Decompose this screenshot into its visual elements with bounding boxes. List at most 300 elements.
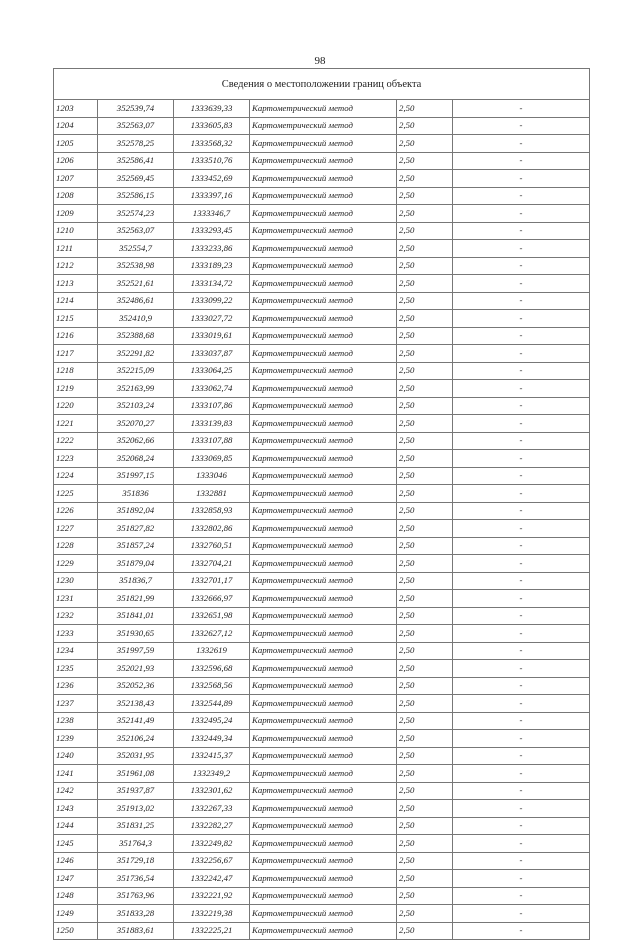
accuracy-cell: 2,50 — [397, 870, 453, 888]
y-coordinate-cell: 1332225,21 — [174, 922, 250, 940]
method-cell: Картометрический метод — [250, 887, 397, 905]
method-cell: Картометрический метод — [250, 100, 397, 118]
method-cell: Картометрический метод — [250, 625, 397, 643]
y-coordinate-cell: 1333397,16 — [174, 187, 250, 205]
y-coordinate-cell: 1332802,86 — [174, 520, 250, 538]
point-number-cell: 1211 — [54, 240, 98, 258]
point-number-cell: 1228 — [54, 537, 98, 555]
x-coordinate-cell: 351961,08 — [98, 765, 174, 783]
x-coordinate-cell: 351736,54 — [98, 870, 174, 888]
x-coordinate-cell: 352138,43 — [98, 695, 174, 713]
point-number-cell: 1212 — [54, 257, 98, 275]
note-cell: - — [453, 800, 590, 818]
note-cell: - — [453, 730, 590, 748]
point-number-cell: 1221 — [54, 415, 98, 433]
note-cell: - — [453, 275, 590, 293]
table-row — [54, 257, 590, 275]
method-cell: Картометрический метод — [250, 187, 397, 205]
x-coordinate-cell: 352486,61 — [98, 292, 174, 310]
point-number-cell: 1247 — [54, 870, 98, 888]
y-coordinate-cell: 1333189,23 — [174, 257, 250, 275]
x-coordinate-cell: 351831,25 — [98, 817, 174, 835]
x-coordinate-cell: 351892,04 — [98, 502, 174, 520]
method-cell: Картометрический метод — [250, 852, 397, 870]
x-coordinate-cell: 351857,24 — [98, 537, 174, 555]
method-cell: Картометрический метод — [250, 362, 397, 380]
table-row — [54, 712, 590, 730]
table-row — [54, 345, 590, 363]
accuracy-cell: 2,50 — [397, 450, 453, 468]
point-number-cell: 1236 — [54, 677, 98, 695]
x-coordinate-cell: 352554,7 — [98, 240, 174, 258]
accuracy-cell: 2,50 — [397, 922, 453, 940]
table-row — [54, 327, 590, 345]
table-row — [54, 677, 590, 695]
x-coordinate-cell: 352569,45 — [98, 170, 174, 188]
table-row — [54, 170, 590, 188]
method-cell: Картометрический метод — [250, 397, 397, 415]
x-coordinate-cell: 351764,3 — [98, 835, 174, 853]
point-number-cell: 1248 — [54, 887, 98, 905]
x-coordinate-cell: 352103,24 — [98, 397, 174, 415]
table-row — [54, 240, 590, 258]
table-row — [54, 765, 590, 783]
point-number-cell: 1230 — [54, 572, 98, 590]
method-cell: Картометрический метод — [250, 292, 397, 310]
note-cell: - — [453, 117, 590, 135]
method-cell: Картометрический метод — [250, 380, 397, 398]
accuracy-cell: 2,50 — [397, 397, 453, 415]
accuracy-cell: 2,50 — [397, 555, 453, 573]
note-cell: - — [453, 642, 590, 660]
table-row — [54, 660, 590, 678]
accuracy-cell: 2,50 — [397, 100, 453, 118]
note-cell: - — [453, 380, 590, 398]
accuracy-cell: 2,50 — [397, 292, 453, 310]
table-row — [54, 607, 590, 625]
x-coordinate-cell: 351827,82 — [98, 520, 174, 538]
boundary-coordinates-table — [53, 68, 590, 940]
table-row — [54, 187, 590, 205]
accuracy-cell: 2,50 — [397, 800, 453, 818]
note-cell: - — [453, 240, 590, 258]
x-coordinate-cell: 351883,61 — [98, 922, 174, 940]
table-row — [54, 432, 590, 450]
note-cell: - — [453, 362, 590, 380]
accuracy-cell: 2,50 — [397, 170, 453, 188]
method-cell: Картометрический метод — [250, 240, 397, 258]
point-number-cell: 1233 — [54, 625, 98, 643]
point-number-cell: 1244 — [54, 817, 98, 835]
note-cell: - — [453, 572, 590, 590]
y-coordinate-cell: 1332349,2 — [174, 765, 250, 783]
method-cell: Картометрический метод — [250, 467, 397, 485]
accuracy-cell: 2,50 — [397, 310, 453, 328]
y-coordinate-cell: 1332282,27 — [174, 817, 250, 835]
method-cell: Картометрический метод — [250, 310, 397, 328]
table-row — [54, 922, 590, 940]
table-row — [54, 152, 590, 170]
accuracy-cell: 2,50 — [397, 905, 453, 923]
x-coordinate-cell: 351930,65 — [98, 625, 174, 643]
table-row — [54, 800, 590, 818]
table-row — [54, 222, 590, 240]
point-number-cell: 1241 — [54, 765, 98, 783]
accuracy-cell: 2,50 — [397, 362, 453, 380]
table-row — [54, 100, 590, 118]
point-number-cell: 1217 — [54, 345, 98, 363]
accuracy-cell: 2,50 — [397, 660, 453, 678]
note-cell: - — [453, 835, 590, 853]
note-cell: - — [453, 607, 590, 625]
x-coordinate-cell: 352574,23 — [98, 205, 174, 223]
method-cell: Картометрический метод — [250, 747, 397, 765]
y-coordinate-cell: 1333293,45 — [174, 222, 250, 240]
y-coordinate-cell: 1333019,61 — [174, 327, 250, 345]
method-cell: Картометрический метод — [250, 170, 397, 188]
point-number-cell: 1209 — [54, 205, 98, 223]
y-coordinate-cell: 1333568,32 — [174, 135, 250, 153]
accuracy-cell: 2,50 — [397, 415, 453, 433]
point-number-cell: 1239 — [54, 730, 98, 748]
accuracy-cell: 2,50 — [397, 135, 453, 153]
accuracy-cell: 2,50 — [397, 502, 453, 520]
point-number-cell: 1229 — [54, 555, 98, 573]
note-cell: - — [453, 135, 590, 153]
x-coordinate-cell: 351729,18 — [98, 852, 174, 870]
table-row — [54, 572, 590, 590]
table-row — [54, 905, 590, 923]
method-cell: Картометрический метод — [250, 205, 397, 223]
accuracy-cell: 2,50 — [397, 677, 453, 695]
x-coordinate-cell: 352521,61 — [98, 275, 174, 293]
table-row — [54, 537, 590, 555]
method-cell: Картометрический метод — [250, 117, 397, 135]
method-cell: Картометрический метод — [250, 485, 397, 503]
table-row — [54, 450, 590, 468]
table-row — [54, 817, 590, 835]
y-coordinate-cell: 1333139,83 — [174, 415, 250, 433]
method-cell: Картометрический метод — [250, 607, 397, 625]
x-coordinate-cell: 351836 — [98, 485, 174, 503]
y-coordinate-cell: 1333452,69 — [174, 170, 250, 188]
note-cell: - — [453, 660, 590, 678]
y-coordinate-cell: 1333639,33 — [174, 100, 250, 118]
point-number-cell: 1220 — [54, 397, 98, 415]
accuracy-cell: 2,50 — [397, 625, 453, 643]
accuracy-cell: 2,50 — [397, 485, 453, 503]
table-title-row — [54, 69, 590, 100]
x-coordinate-cell: 352068,24 — [98, 450, 174, 468]
table-row — [54, 555, 590, 573]
x-coordinate-cell: 352388,68 — [98, 327, 174, 345]
table-row — [54, 642, 590, 660]
point-number-cell: 1206 — [54, 152, 98, 170]
point-number-cell: 1215 — [54, 310, 98, 328]
accuracy-cell: 2,50 — [397, 852, 453, 870]
table-row — [54, 135, 590, 153]
point-number-cell: 1243 — [54, 800, 98, 818]
point-number-cell: 1214 — [54, 292, 98, 310]
note-cell: - — [453, 905, 590, 923]
y-coordinate-cell: 1333510,76 — [174, 152, 250, 170]
method-cell: Картометрический метод — [250, 677, 397, 695]
point-number-cell: 1213 — [54, 275, 98, 293]
point-number-cell: 1237 — [54, 695, 98, 713]
y-coordinate-cell: 1333062,74 — [174, 380, 250, 398]
y-coordinate-cell: 1333027,72 — [174, 310, 250, 328]
table-row — [54, 870, 590, 888]
point-number-cell: 1250 — [54, 922, 98, 940]
point-number-cell: 1249 — [54, 905, 98, 923]
note-cell: - — [453, 432, 590, 450]
note-cell: - — [453, 222, 590, 240]
table-row — [54, 502, 590, 520]
method-cell: Картометрический метод — [250, 152, 397, 170]
method-cell: Картометрический метод — [250, 660, 397, 678]
y-coordinate-cell: 1332619 — [174, 642, 250, 660]
method-cell: Картометрический метод — [250, 782, 397, 800]
x-coordinate-cell: 352586,15 — [98, 187, 174, 205]
x-coordinate-cell: 352070,27 — [98, 415, 174, 433]
y-coordinate-cell: 1333069,85 — [174, 450, 250, 468]
x-coordinate-cell: 352563,07 — [98, 222, 174, 240]
x-coordinate-cell: 352031,95 — [98, 747, 174, 765]
y-coordinate-cell: 1332858,93 — [174, 502, 250, 520]
y-coordinate-cell: 1332301,62 — [174, 782, 250, 800]
method-cell: Картометрический метод — [250, 642, 397, 660]
y-coordinate-cell: 1333046 — [174, 467, 250, 485]
point-number-cell: 1240 — [54, 747, 98, 765]
point-number-cell: 1205 — [54, 135, 98, 153]
table-row — [54, 292, 590, 310]
accuracy-cell: 2,50 — [397, 222, 453, 240]
point-number-cell: 1242 — [54, 782, 98, 800]
method-cell: Картометрический метод — [250, 800, 397, 818]
accuracy-cell: 2,50 — [397, 730, 453, 748]
note-cell: - — [453, 852, 590, 870]
note-cell: - — [453, 712, 590, 730]
y-coordinate-cell: 1333107,88 — [174, 432, 250, 450]
note-cell: - — [453, 100, 590, 118]
x-coordinate-cell: 352021,93 — [98, 660, 174, 678]
y-coordinate-cell: 1332449,34 — [174, 730, 250, 748]
point-number-cell: 1226 — [54, 502, 98, 520]
note-cell: - — [453, 625, 590, 643]
point-number-cell: 1208 — [54, 187, 98, 205]
point-number-cell: 1210 — [54, 222, 98, 240]
method-cell: Картометрический метод — [250, 450, 397, 468]
note-cell: - — [453, 327, 590, 345]
x-coordinate-cell: 352062,66 — [98, 432, 174, 450]
y-coordinate-cell: 1332760,51 — [174, 537, 250, 555]
point-number-cell: 1223 — [54, 450, 98, 468]
y-coordinate-cell: 1332221,92 — [174, 887, 250, 905]
accuracy-cell: 2,50 — [397, 432, 453, 450]
accuracy-cell: 2,50 — [397, 117, 453, 135]
note-cell: - — [453, 345, 590, 363]
method-cell: Картометрический метод — [250, 222, 397, 240]
table-row — [54, 695, 590, 713]
y-coordinate-cell: 1332704,21 — [174, 555, 250, 573]
point-number-cell: 1204 — [54, 117, 98, 135]
accuracy-cell: 2,50 — [397, 607, 453, 625]
y-coordinate-cell: 1333037,87 — [174, 345, 250, 363]
x-coordinate-cell: 352291,82 — [98, 345, 174, 363]
y-coordinate-cell: 1332701,17 — [174, 572, 250, 590]
y-coordinate-cell: 1332267,33 — [174, 800, 250, 818]
accuracy-cell: 2,50 — [397, 275, 453, 293]
note-cell: - — [453, 817, 590, 835]
note-cell: - — [453, 887, 590, 905]
accuracy-cell: 2,50 — [397, 187, 453, 205]
accuracy-cell: 2,50 — [397, 835, 453, 853]
y-coordinate-cell: 1332881 — [174, 485, 250, 503]
table-row — [54, 520, 590, 538]
point-number-cell: 1219 — [54, 380, 98, 398]
method-cell: Картометрический метод — [250, 555, 397, 573]
accuracy-cell: 2,50 — [397, 765, 453, 783]
y-coordinate-cell: 1333099,22 — [174, 292, 250, 310]
accuracy-cell: 2,50 — [397, 205, 453, 223]
accuracy-cell: 2,50 — [397, 257, 453, 275]
point-number-cell: 1216 — [54, 327, 98, 345]
note-cell: - — [453, 695, 590, 713]
table-row — [54, 467, 590, 485]
point-number-cell: 1234 — [54, 642, 98, 660]
table-row — [54, 310, 590, 328]
note-cell: - — [453, 765, 590, 783]
accuracy-cell: 2,50 — [397, 327, 453, 345]
note-cell: - — [453, 502, 590, 520]
point-number-cell: 1225 — [54, 485, 98, 503]
accuracy-cell: 2,50 — [397, 712, 453, 730]
table-row — [54, 590, 590, 608]
method-cell: Картометрический метод — [250, 415, 397, 433]
y-coordinate-cell: 1332415,37 — [174, 747, 250, 765]
y-coordinate-cell: 1332596,68 — [174, 660, 250, 678]
table-row — [54, 205, 590, 223]
note-cell: - — [453, 870, 590, 888]
method-cell: Картометрический метод — [250, 730, 397, 748]
note-cell: - — [453, 485, 590, 503]
accuracy-cell: 2,50 — [397, 380, 453, 398]
y-coordinate-cell: 1332495,24 — [174, 712, 250, 730]
note-cell: - — [453, 590, 590, 608]
x-coordinate-cell: 352538,98 — [98, 257, 174, 275]
method-cell: Картометрический метод — [250, 905, 397, 923]
table-row — [54, 397, 590, 415]
point-number-cell: 1207 — [54, 170, 98, 188]
note-cell: - — [453, 152, 590, 170]
method-cell: Картометрический метод — [250, 817, 397, 835]
x-coordinate-cell: 352410,9 — [98, 310, 174, 328]
point-number-cell: 1232 — [54, 607, 98, 625]
y-coordinate-cell: 1332666,97 — [174, 590, 250, 608]
table-row — [54, 275, 590, 293]
note-cell: - — [453, 537, 590, 555]
y-coordinate-cell: 1333064,25 — [174, 362, 250, 380]
accuracy-cell: 2,50 — [397, 887, 453, 905]
table-row — [54, 117, 590, 135]
note-cell: - — [453, 520, 590, 538]
x-coordinate-cell: 352578,25 — [98, 135, 174, 153]
x-coordinate-cell: 352141,49 — [98, 712, 174, 730]
point-number-cell: 1227 — [54, 520, 98, 538]
accuracy-cell: 2,50 — [397, 345, 453, 363]
x-coordinate-cell: 352163,99 — [98, 380, 174, 398]
y-coordinate-cell: 1332219,38 — [174, 905, 250, 923]
point-number-cell: 1222 — [54, 432, 98, 450]
method-cell: Картометрический метод — [250, 275, 397, 293]
x-coordinate-cell: 351841,01 — [98, 607, 174, 625]
y-coordinate-cell: 1332256,67 — [174, 852, 250, 870]
table-body — [54, 69, 590, 940]
table-row — [54, 887, 590, 905]
accuracy-cell: 2,50 — [397, 572, 453, 590]
accuracy-cell: 2,50 — [397, 152, 453, 170]
note-cell: - — [453, 467, 590, 485]
note-cell: - — [453, 257, 590, 275]
table-title: Сведения о местоположении границ объекта — [54, 69, 590, 100]
table-row — [54, 625, 590, 643]
x-coordinate-cell: 351913,02 — [98, 800, 174, 818]
accuracy-cell: 2,50 — [397, 520, 453, 538]
note-cell: - — [453, 292, 590, 310]
method-cell: Картометрический метод — [250, 572, 397, 590]
point-number-cell: 1231 — [54, 590, 98, 608]
y-coordinate-cell: 1333346,7 — [174, 205, 250, 223]
x-coordinate-cell: 351997,59 — [98, 642, 174, 660]
method-cell: Картометрический метод — [250, 257, 397, 275]
method-cell: Картометрический метод — [250, 345, 397, 363]
table-row — [54, 362, 590, 380]
x-coordinate-cell: 352563,07 — [98, 117, 174, 135]
x-coordinate-cell: 351997,15 — [98, 467, 174, 485]
accuracy-cell: 2,50 — [397, 467, 453, 485]
method-cell: Картометрический метод — [250, 502, 397, 520]
point-number-cell: 1224 — [54, 467, 98, 485]
x-coordinate-cell: 351821,99 — [98, 590, 174, 608]
method-cell: Картометрический метод — [250, 590, 397, 608]
table-row — [54, 747, 590, 765]
method-cell: Картометрический метод — [250, 835, 397, 853]
accuracy-cell: 2,50 — [397, 817, 453, 835]
y-coordinate-cell: 1333134,72 — [174, 275, 250, 293]
point-number-cell: 1203 — [54, 100, 98, 118]
note-cell: - — [453, 170, 590, 188]
y-coordinate-cell: 1332627,12 — [174, 625, 250, 643]
point-number-cell: 1246 — [54, 852, 98, 870]
y-coordinate-cell: 1332568,56 — [174, 677, 250, 695]
accuracy-cell: 2,50 — [397, 642, 453, 660]
method-cell: Картометрический метод — [250, 537, 397, 555]
method-cell: Картометрический метод — [250, 520, 397, 538]
table-row — [54, 730, 590, 748]
point-number-cell: 1245 — [54, 835, 98, 853]
x-coordinate-cell: 352539,74 — [98, 100, 174, 118]
point-number-cell: 1235 — [54, 660, 98, 678]
x-coordinate-cell: 351763,96 — [98, 887, 174, 905]
method-cell: Картометрический метод — [250, 765, 397, 783]
point-number-cell: 1218 — [54, 362, 98, 380]
accuracy-cell: 2,50 — [397, 695, 453, 713]
accuracy-cell: 2,50 — [397, 537, 453, 555]
method-cell: Картометрический метод — [250, 712, 397, 730]
x-coordinate-cell: 352586,41 — [98, 152, 174, 170]
method-cell: Картометрический метод — [250, 870, 397, 888]
y-coordinate-cell: 1332249,82 — [174, 835, 250, 853]
